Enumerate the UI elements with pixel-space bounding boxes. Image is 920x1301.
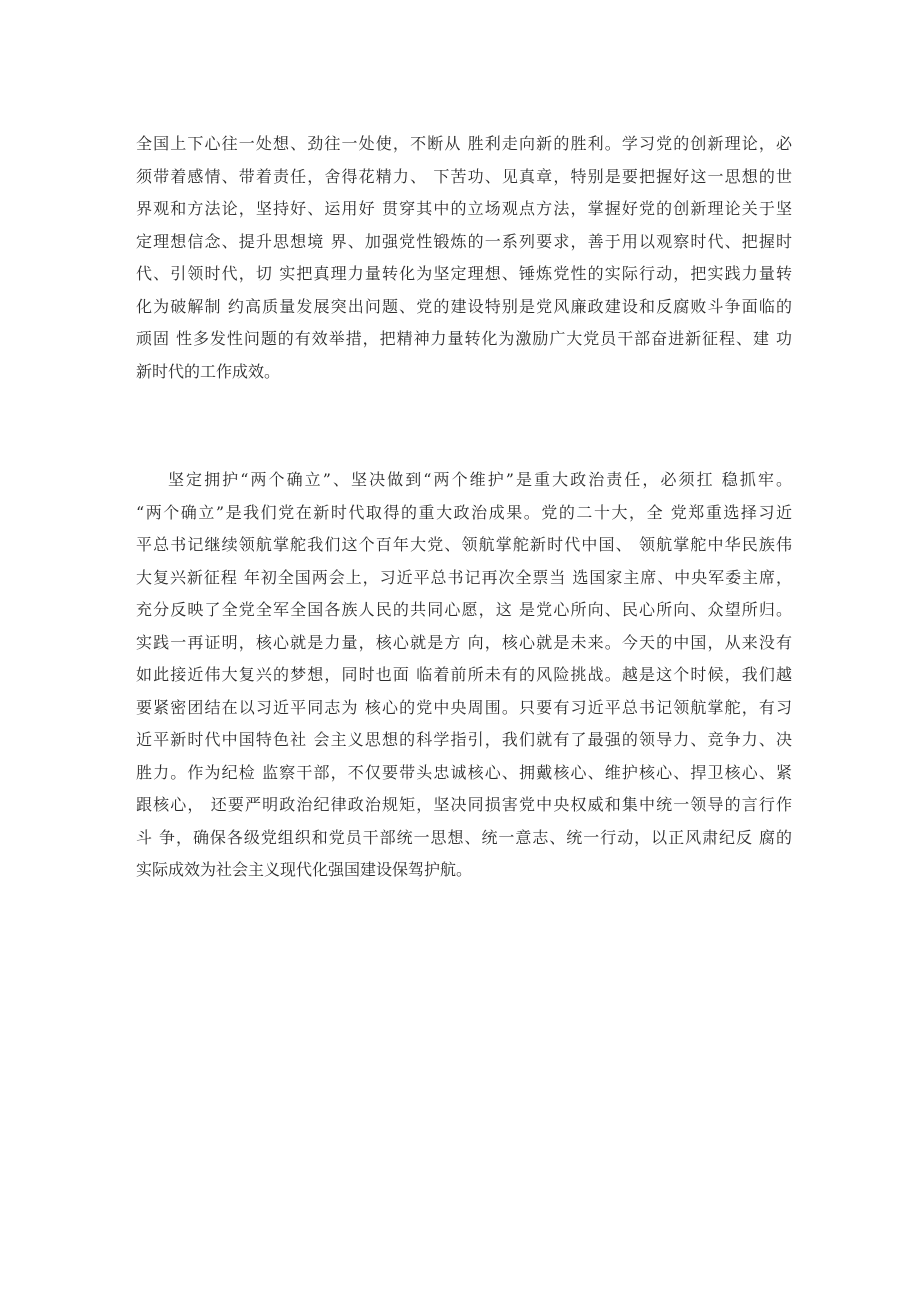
paragraph-line: 如此接近伟大复兴的梦想，同时也面 临着前所未有的风险挑战。越是这个时候，我们越 — [136, 665, 792, 684]
paragraph-line: 新时代的工作成效。 — [136, 361, 281, 381]
paragraph-1 — [136, 128, 792, 388]
paragraph-line: 胜力。作为纪检 监察干部，不仅要带头忠诚核心、拥戴核心、维护核心、捍卫核心、紧 — [136, 762, 792, 782]
paragraph-line: 界观和方法论，坚持好、运用好 贯穿其中的立场观点方法，掌握好党的创新理论关于坚 — [136, 199, 792, 218]
paragraph-line: 须带着感情、带着责任，舍得花精力、 下苦功、见真章，特别是要把握好这一思想的世 — [136, 166, 792, 186]
paragraph-line: 跟核心， 还要严明政治纪律政治规矩，坚决同损害党中央权威和集中统一领导的言行作 — [136, 795, 792, 814]
paragraph-line: 实践一再证明，核心就是力量，核心就是方 向，核心就是未来。今天的中国，从来没有 — [136, 632, 792, 652]
paragraph-line: 代、引领时代，切 实把真理力量转化为坚定理想、锤炼党性的实际行动，把实践力量转 — [136, 264, 792, 283]
paragraph-line: 定理想信念、提升思想境 界、加强党性锻炼的一系列要求，善于用以观察时代、把握时 — [136, 231, 792, 251]
paragraph-line: 充分反映了全党全军全国各族人民的共同心愿，这 是党心所向、民心所向、众望所归。 — [136, 600, 792, 619]
paragraph-line: 实际成效为社会主义现代化强国建设保驾护航。 — [136, 860, 473, 879]
paragraph-line: 要紧密团结在以习近平同志为 核心的党中央周围。只要有习近平总书记领航掌舵，有习 — [136, 697, 792, 717]
paragraph-line: 化为破解制 约高质量发展突出问题、党的建设特别是党风廉政建设和反腐败斗争面临的 — [136, 296, 792, 316]
paragraph-line: 近平新时代中国特色社 会主义思想的科学指引，我们就有了最强的领导力、竞争力、决 — [136, 730, 792, 749]
paragraph-line: “两个确立”是我们党在新时代取得的重大政治成果。党的二十大，全 党郑重选择习近 — [136, 502, 792, 522]
paragraph-line: 平总书记继续领航掌舵我们这个百年大党、领航掌舵新时代中国、 领航掌舵中华民族伟 — [136, 535, 792, 554]
paragraph-line: 顽固 性多发性问题的有效举措，把精神力量转化为激励广大党员干部奋进新征程、建 功 — [136, 329, 792, 348]
paragraph-2 — [136, 464, 792, 887]
paragraph-line: 坚定拥护“两个确立”、坚决做到“两个维护”是重大政治责任，必须扛 稳抓牢。 — [168, 470, 792, 489]
paragraph-line: 大复兴新征程 年初全国两会上，习近平总书记再次全票当 选国家主席、中央军委主席， — [136, 567, 792, 587]
paragraph-line: 斗 争，确保各级党组织和党员干部统一思想、统一意志、统一行动，以正风肃纪反 腐的 — [136, 827, 792, 847]
paragraph-line: 全国上下心往一处想、劲往一处使，不断从 胜利走向新的胜利。学习党的创新理论，必 — [136, 134, 792, 153]
